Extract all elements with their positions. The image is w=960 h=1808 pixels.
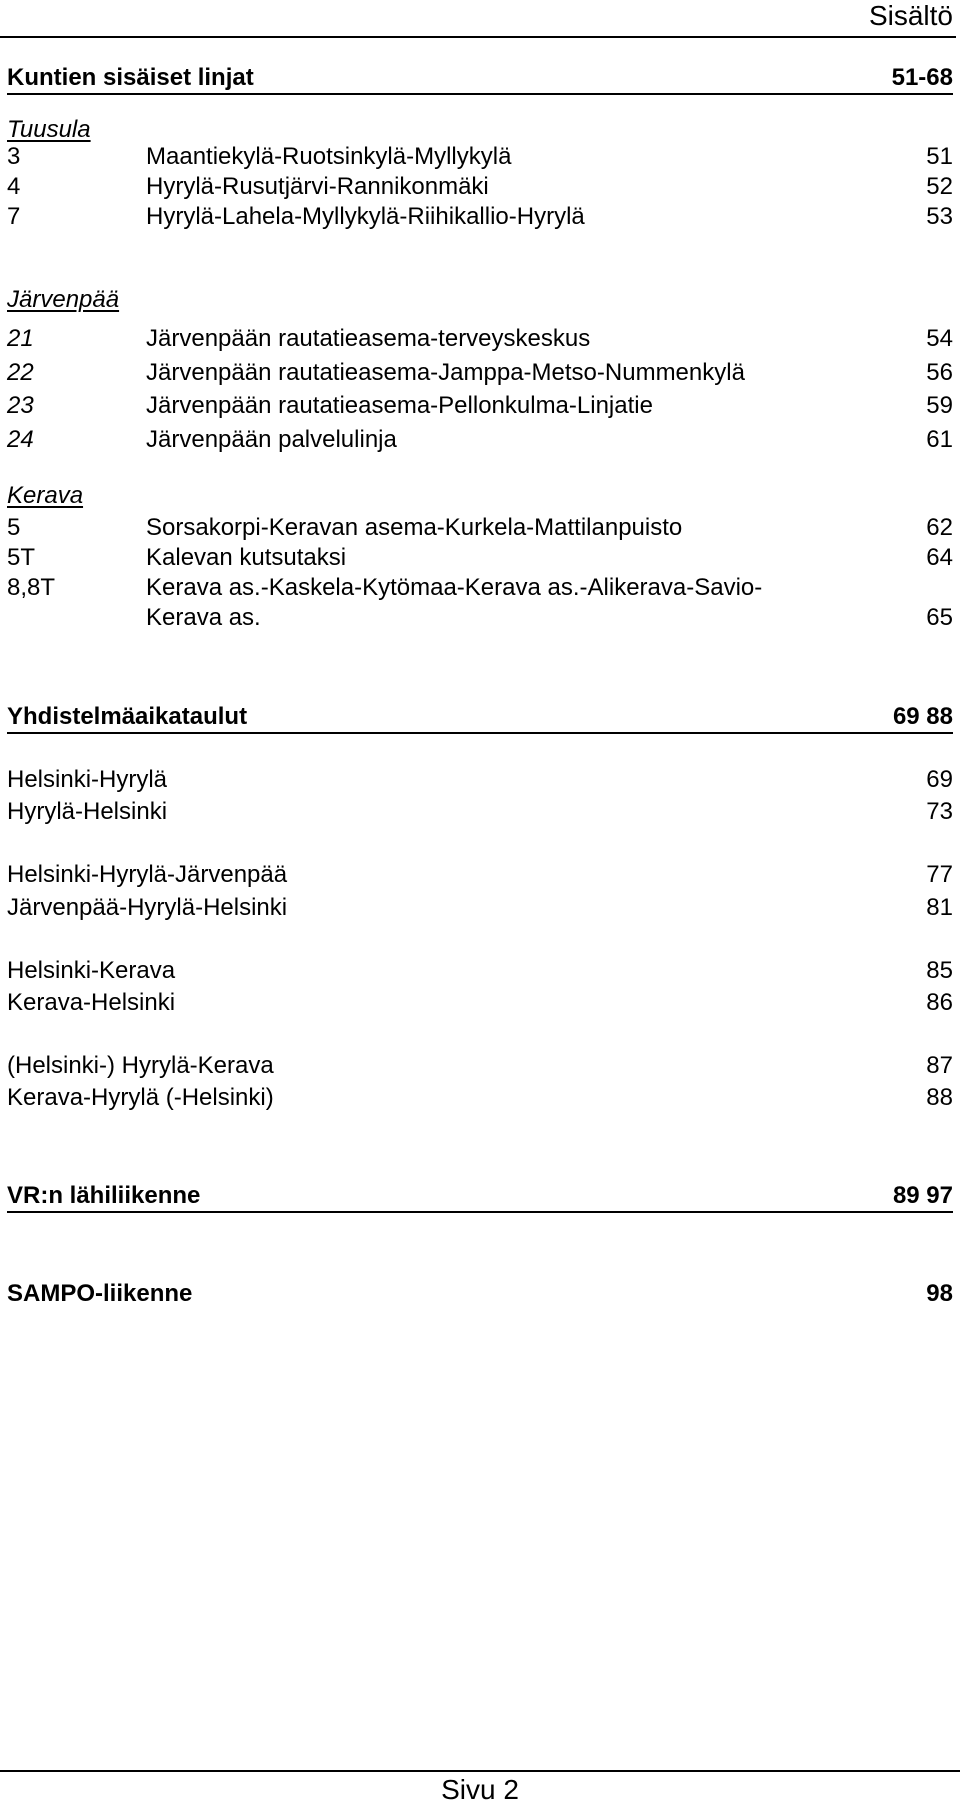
- page-number: 69: [926, 766, 953, 793]
- route-description: Helsinki-Hyrylä: [7, 766, 168, 793]
- line-number: 5T: [7, 544, 36, 571]
- list-item: [7, 1050, 953, 1082]
- page-number-footer: Sivu 2: [441, 1774, 519, 1805]
- page-number: 53: [926, 203, 953, 230]
- route-description: Helsinki-Hyrylä-Järvenpää: [7, 861, 288, 888]
- section-title: Kuntien sisäiset linjat: [7, 64, 254, 91]
- section-pages: 51-68: [891, 64, 953, 91]
- page-number: 86: [926, 989, 953, 1016]
- list-item: [7, 390, 953, 422]
- page-number: 51: [926, 143, 953, 170]
- header-title: Sisältö: [868, 0, 953, 31]
- line-number: 8,8T: [7, 574, 56, 601]
- line-number: 7: [7, 203, 21, 230]
- line-description: Järvenpään palvelulinja: [146, 426, 397, 453]
- list-item: [7, 892, 953, 924]
- route-description: (Helsinki-) Hyrylä-Kerava: [7, 1052, 274, 1079]
- section-heading-kuntien-sisaiset-linjat: [7, 62, 953, 94]
- route-description: Helsinki-Kerava: [7, 957, 176, 984]
- header-rule: [0, 36, 956, 38]
- list-item: [7, 572, 953, 604]
- list-item: [7, 987, 953, 1019]
- line-description: Järvenpään rautatieasema-Jamppa-Metso-Nummenkylä: [146, 359, 745, 386]
- line-description: Järvenpään rautatieasema-terveyskeskus: [146, 325, 591, 352]
- list-item: [7, 512, 953, 544]
- route-description: Järvenpää-Hyrylä-Helsinki: [7, 894, 288, 921]
- route-description: Hyrylä-Helsinki: [7, 798, 168, 825]
- line-number: 5: [7, 514, 21, 541]
- list-item: [7, 357, 953, 389]
- line-description: Hyrylä-Rusutjärvi-Rannikonmäki: [146, 173, 489, 200]
- section-heading-yhdistelmaaikataulut: [7, 701, 953, 733]
- list-item: [7, 542, 953, 574]
- list-item: [7, 171, 953, 203]
- section-heading-vr-lahiliikenne: [7, 1180, 953, 1212]
- page-number: 62: [926, 514, 953, 541]
- section-heading-sampo-liikenne: [7, 1278, 953, 1310]
- group-title: Järvenpää: [7, 286, 120, 313]
- list-item: [7, 1082, 953, 1114]
- line-number: 24: [7, 426, 34, 453]
- group-heading-jarvenpaa: [7, 284, 953, 316]
- page-number: 81: [926, 894, 953, 921]
- page-number: 52: [926, 173, 953, 200]
- line-description: Kerava as.-Kaskela-Kytömaa-Kerava as.-Alikerava-Savio-: [146, 574, 763, 601]
- list-item: [7, 323, 953, 355]
- line-number: 21: [7, 325, 34, 352]
- page-number: 77: [926, 861, 953, 888]
- page-number: 64: [926, 544, 953, 571]
- section-title: SAMPO-liikenne: [7, 1280, 193, 1307]
- section-rule: [7, 732, 953, 734]
- line-description: Hyrylä-Lahela-Myllykylä-Riihikallio-Hyrylä: [146, 203, 585, 230]
- list-item: [7, 764, 953, 796]
- section-pages: 89 97: [892, 1182, 953, 1209]
- list-item: [7, 796, 953, 828]
- route-description: Kerava-Hyrylä (-Helsinki): [7, 1084, 274, 1111]
- page-header: [0, 0, 960, 36]
- line-number: 3: [7, 143, 21, 170]
- list-item: [7, 859, 953, 891]
- group-heading-kerava: [7, 480, 953, 512]
- line-description: Sorsakorpi-Keravan asema-Kurkela-Mattilanpuisto: [146, 514, 683, 541]
- section-rule: [7, 1211, 953, 1213]
- group-title: Tuusula: [7, 116, 91, 143]
- line-description-continued: Kerava as.: [146, 604, 261, 631]
- line-description: Kalevan kutsutaksi: [146, 544, 347, 571]
- page-number: 61: [926, 426, 953, 453]
- line-number: 23: [7, 392, 34, 419]
- section-rule: [7, 93, 953, 95]
- list-item: [7, 141, 953, 173]
- route-description: Kerava-Helsinki: [7, 989, 176, 1016]
- list-item: [7, 424, 953, 456]
- line-number: 22: [7, 359, 34, 386]
- page-number: 88: [926, 1084, 953, 1111]
- section-pages: 98: [926, 1280, 953, 1307]
- section-title: VR:n lähiliikenne: [7, 1182, 201, 1209]
- line-description: Maantiekylä-Ruotsinkylä-Myllykylä: [146, 143, 512, 170]
- page-number: 54: [926, 325, 953, 352]
- section-pages: 69 88: [892, 703, 953, 730]
- page-number: 65: [926, 604, 953, 631]
- page-number: 85: [926, 957, 953, 984]
- page-number: 73: [926, 798, 953, 825]
- line-description: Järvenpään rautatieasema-Pellonkulma-Linjatie: [146, 392, 653, 419]
- page-number: 87: [926, 1052, 953, 1079]
- group-title: Kerava: [7, 482, 84, 509]
- footer-rule: [0, 1770, 960, 1772]
- page-number: 56: [926, 359, 953, 386]
- list-item: [7, 955, 953, 987]
- line-number: 4: [7, 173, 21, 200]
- page-number: 59: [926, 392, 953, 419]
- list-item-continuation: [7, 602, 953, 634]
- section-title: Yhdistelmäaikataulut: [7, 703, 248, 730]
- list-item: [7, 201, 953, 233]
